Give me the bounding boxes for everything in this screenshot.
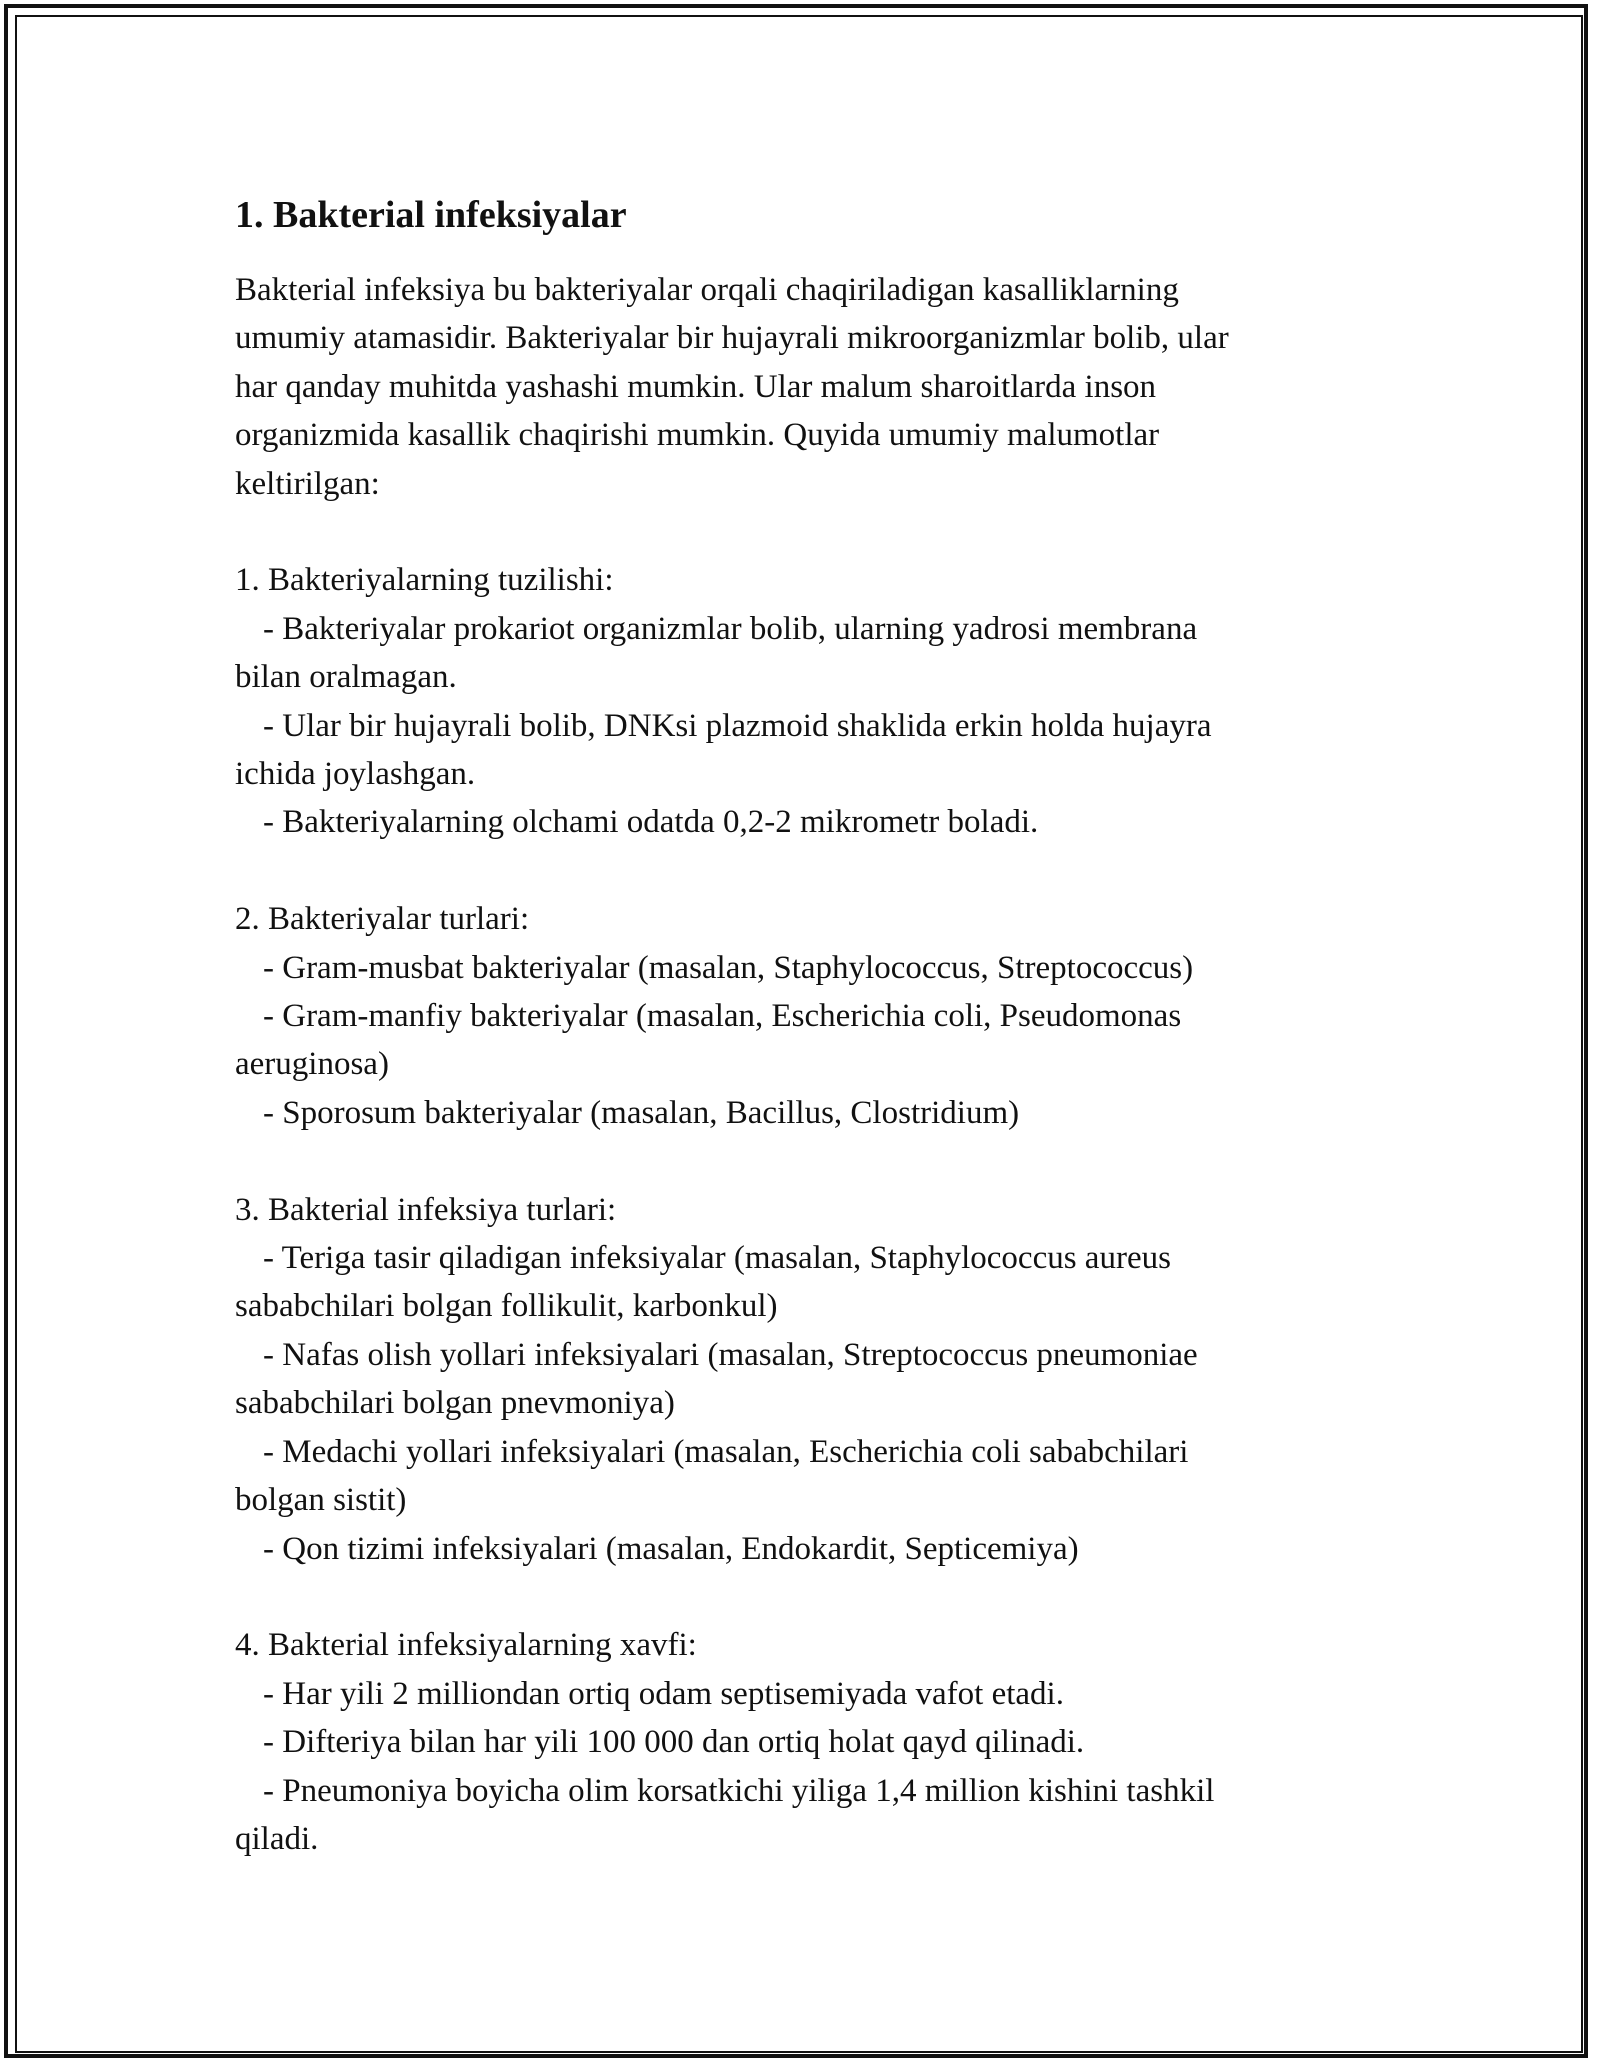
page-title: 1. Bakterial infeksiyalar: [235, 194, 627, 236]
list-item-continuation: aeruginosa): [235, 1046, 389, 1083]
document-body: [235, 186, 1365, 1863]
intro-line: Bakterial infeksiya bu bakteriyalar orqali chaqiriladigan kasalliklarning: [235, 272, 1179, 308]
list-item: - Bakteriyalar prokariot organizmlar bolib, ularning yadrosi membrana: [263, 610, 1198, 647]
list-item-continuation: sababchilari bolgan pnevmoniya): [235, 1385, 675, 1422]
list-item: - Qon tizimi infeksiyalari (masalan, Endokardit, Septicemiya): [263, 1530, 1079, 1567]
list-item-continuation: bilan oralmagan.: [235, 659, 457, 696]
list-item: - Ular bir hujayrali bolib, DNKsi plazmoid shaklida erkin holda hujayra: [263, 707, 1212, 744]
intro-line: umumiy atamasidir. Bakteriyalar bir hujayrali mikroorganizmlar bolib, ular: [235, 320, 1229, 357]
list-item: - Medachi yollari infeksiyalari (masalan, Escherichia coli sababchilari: [263, 1433, 1189, 1470]
intro-line: har qanday muhitda yashashi mumkin. Ular malum sharoitlarda inson: [235, 368, 1157, 405]
list-item-continuation: ichida joylashgan.: [235, 756, 476, 793]
list-item: - Gram-manfiy bakteriyalar (masalan, Escherichia coli, Pseudomonas: [263, 998, 1182, 1035]
list-item-continuation: qiladi.: [235, 1820, 319, 1857]
list-item: - Sporosum bakteriyalar (masalan, Bacillus, Clostridium): [263, 1094, 1020, 1131]
list-item: - Nafas olish yollari infeksiyalari (masalan, Streptococcus pneumoniae: [263, 1336, 1198, 1373]
list-item: - Difteriya bilan har yili 100 000 dan ortiq holat qayd qilinadi.: [263, 1724, 1085, 1761]
section-danger: [235, 1621, 1365, 1863]
intro-paragraph: [235, 266, 1365, 508]
section-heading: 4. Bakterial infeksiyalarning xavfi:: [235, 1627, 697, 1664]
list-item: - Har yili 2 milliondan ortiq odam septisemiyada vafot etadi.: [263, 1675, 1064, 1712]
list-item: - Gram-musbat bakteriyalar (masalan, Staphylococcus, Streptococcus): [263, 949, 1194, 986]
list-item-continuation: bolgan sistit): [235, 1482, 407, 1519]
section-heading: 2. Bakteriyalar turlari:: [235, 901, 530, 938]
section-heading: 1. Bakteriyalarning tuzilishi:: [235, 562, 614, 599]
list-item: - Bakteriyalarning olchami odatda 0,2-2 mikrometr boladi.: [263, 804, 1039, 841]
section-structure: [235, 556, 1365, 846]
section-heading: 3. Bakterial infeksiya turlari:: [235, 1191, 617, 1228]
intro-line: organizmida kasallik chaqirishi mumkin. Quyida umumiy malumotlar: [235, 417, 1160, 454]
section-infection-types: [235, 1186, 1365, 1573]
list-item: - Teriga tasir qiladigan infeksiyalar (masalan, Staphylococcus aureus: [263, 1240, 1171, 1277]
intro-line: keltirilgan:: [235, 465, 380, 502]
list-item: - Pneumoniya boyicha olim korsatkichi yiliga 1,4 million kishini tashkil: [263, 1772, 1215, 1809]
section-types: [235, 895, 1365, 1137]
list-item-continuation: sababchilari bolgan follikulit, karbonkul): [235, 1288, 778, 1325]
